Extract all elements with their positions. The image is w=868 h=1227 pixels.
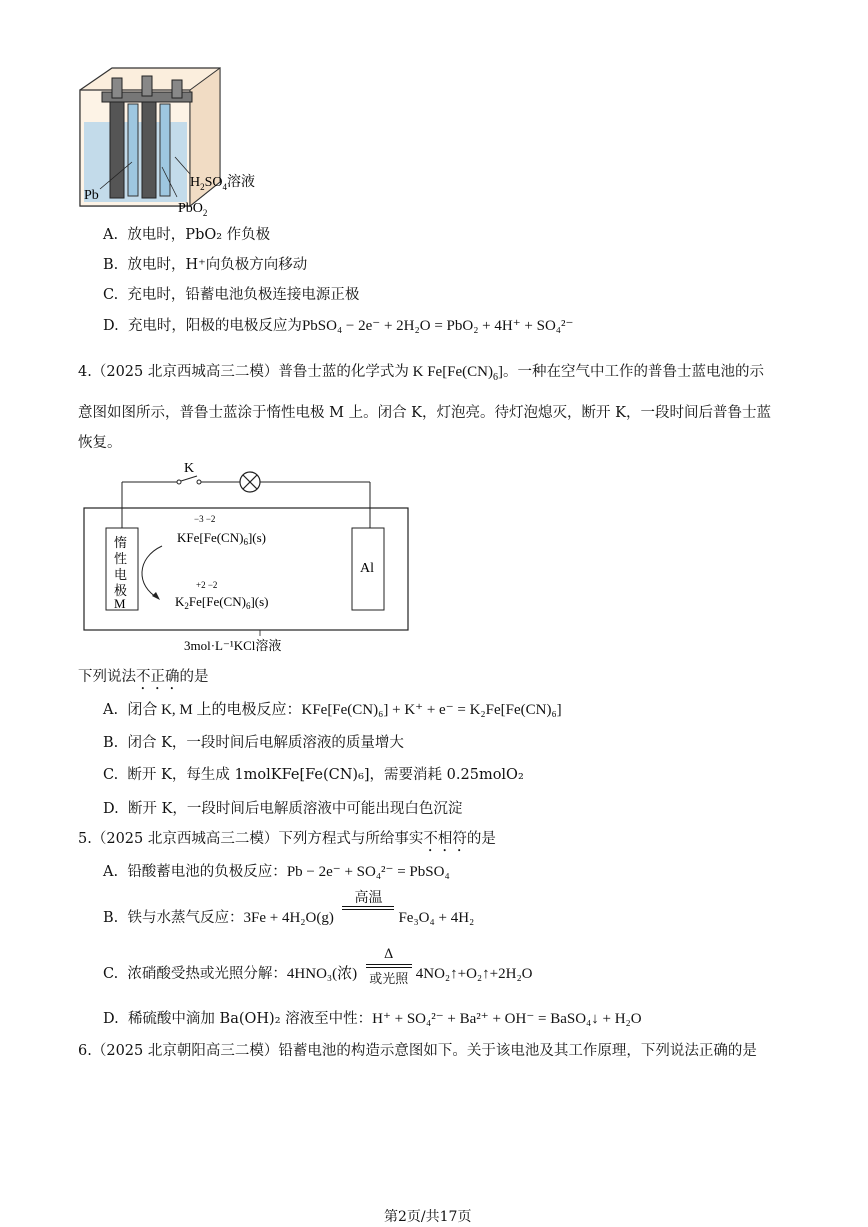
svg-text:电: 电 — [114, 567, 128, 582]
svg-text:惰: 惰 — [114, 535, 128, 550]
switch-k-label: K — [184, 461, 195, 476]
q4-stem-line2: 意图如图所示，普鲁士蓝涂于惰性电极 M 上。闭合 K，灯泡亮。待灯泡熄灭，断开 K，一段时间后普鲁士蓝 — [78, 405, 771, 421]
q5-option-a: A. 铅酸蓄电池的负极反应：Pb − 2e⁻ + SO₄²⁻ = PbSO₄ — [103, 864, 450, 880]
q4-option-d: D. 断开 K，一段时间后电解质溶液中可能出现白色沉淀 — [103, 801, 463, 817]
q5-option-c: C. 浓硝酸受热或光照分解：4HNO₃(浓) Δ 或光照 4NO₂↑+O₂↑+2H₂O — [103, 964, 533, 984]
condition-high-temp: 高温 — [354, 890, 383, 906]
lead-acid-battery-figure — [72, 62, 287, 222]
pbo2-label: PbO$_2$ — [178, 201, 208, 218]
q4-option-a: A. 闭合 K, M 上的电极反应：KFe[Fe(CN)₆] + K⁺ + e⁻ = K₂Fe[Fe(CN)₆] — [103, 702, 562, 718]
q3-option-b: B. 放电时，H⁺向负极方向移动 — [103, 257, 308, 273]
q5-option-d: D. 稀硫酸中滴加 Ba(OH)₂ 溶液至中性：H⁺ + SO₄²⁻ + Ba²⁺ + OH⁻ = BaSO₄↓ + H₂O — [103, 1011, 642, 1027]
svg-text:M: M — [114, 596, 126, 611]
svg-text:−3 −2: −3 −2 — [194, 514, 216, 524]
svg-text:极: 极 — [114, 583, 128, 598]
species-top: $KFe[Fe(CN)_6](s)$ — [177, 530, 266, 547]
pb-label: Pb — [84, 188, 99, 203]
q3-option-c: C. 充电时，铅蓄电池负极连接电源正极 — [103, 287, 360, 303]
q4-question: 下列说法不正确的是 — [78, 669, 209, 685]
condition-light: 或光照 — [369, 972, 409, 987]
q4-option-c: C. 断开 K，每生成 1molKFe[Fe(CN)₆]，需要消耗 0.25molO₂ — [103, 767, 524, 783]
q5-stem: 5.（2025 北京西城高三二模）下列方程式与所给事实不相符的是 — [78, 831, 496, 847]
q4-stem-line3: 恢复。 — [78, 435, 122, 451]
q3-option-a: A. 放电时，PbO₂ 作负极 — [103, 227, 271, 243]
condition-heat: Δ — [384, 947, 394, 962]
q4-stem-line1: 4.（2025 北京西城高三二模）普鲁士蓝的化学式为 K $Fe[Fe(CN)_6]$。一种在空气中工作的普鲁士蓝电池的示 — [78, 364, 765, 383]
svg-text:性: 性 — [114, 551, 128, 566]
prussian-blue-formula: K $Fe[Fe(CN)_6]$ — [408, 364, 504, 383]
q4-option-b: B. 闭合 K，一段时间后电解质溶液的质量增大 — [103, 735, 404, 751]
al-electrode-label: Al — [360, 561, 374, 576]
q5-option-b: B. 铁与水蒸气反应：3Fe + 4H₂O(g) 高温 Fe₃O₄ + 4H₂ — [103, 890, 475, 926]
svg-text:+2 −2: +2 −2 — [196, 580, 218, 590]
q6-stem: 6.（2025 北京朝阳高三二模）铅蓄电池的构造示意图如下。关于该电池及其工作原理，下列说法正确的是 — [78, 1043, 757, 1059]
q3-option-d: D. 充电时，阳极的电极反应为PbSO₄ − 2e⁻ + 2H₂O = PbO₂ + 4H⁺ + SO₄²⁻ — [103, 318, 574, 334]
electrolyte-label: 3mol·L⁻¹KCl溶液 — [184, 638, 282, 653]
species-bottom: $K_2Fe[Fe(CN)_6](s)$ — [175, 594, 269, 611]
h2so4-label: $H_2SO_4$溶液 — [190, 175, 256, 192]
prussian-blue-cell-figure — [80, 458, 415, 658]
page-footer: 第2页/共17页 — [384, 1209, 472, 1225]
